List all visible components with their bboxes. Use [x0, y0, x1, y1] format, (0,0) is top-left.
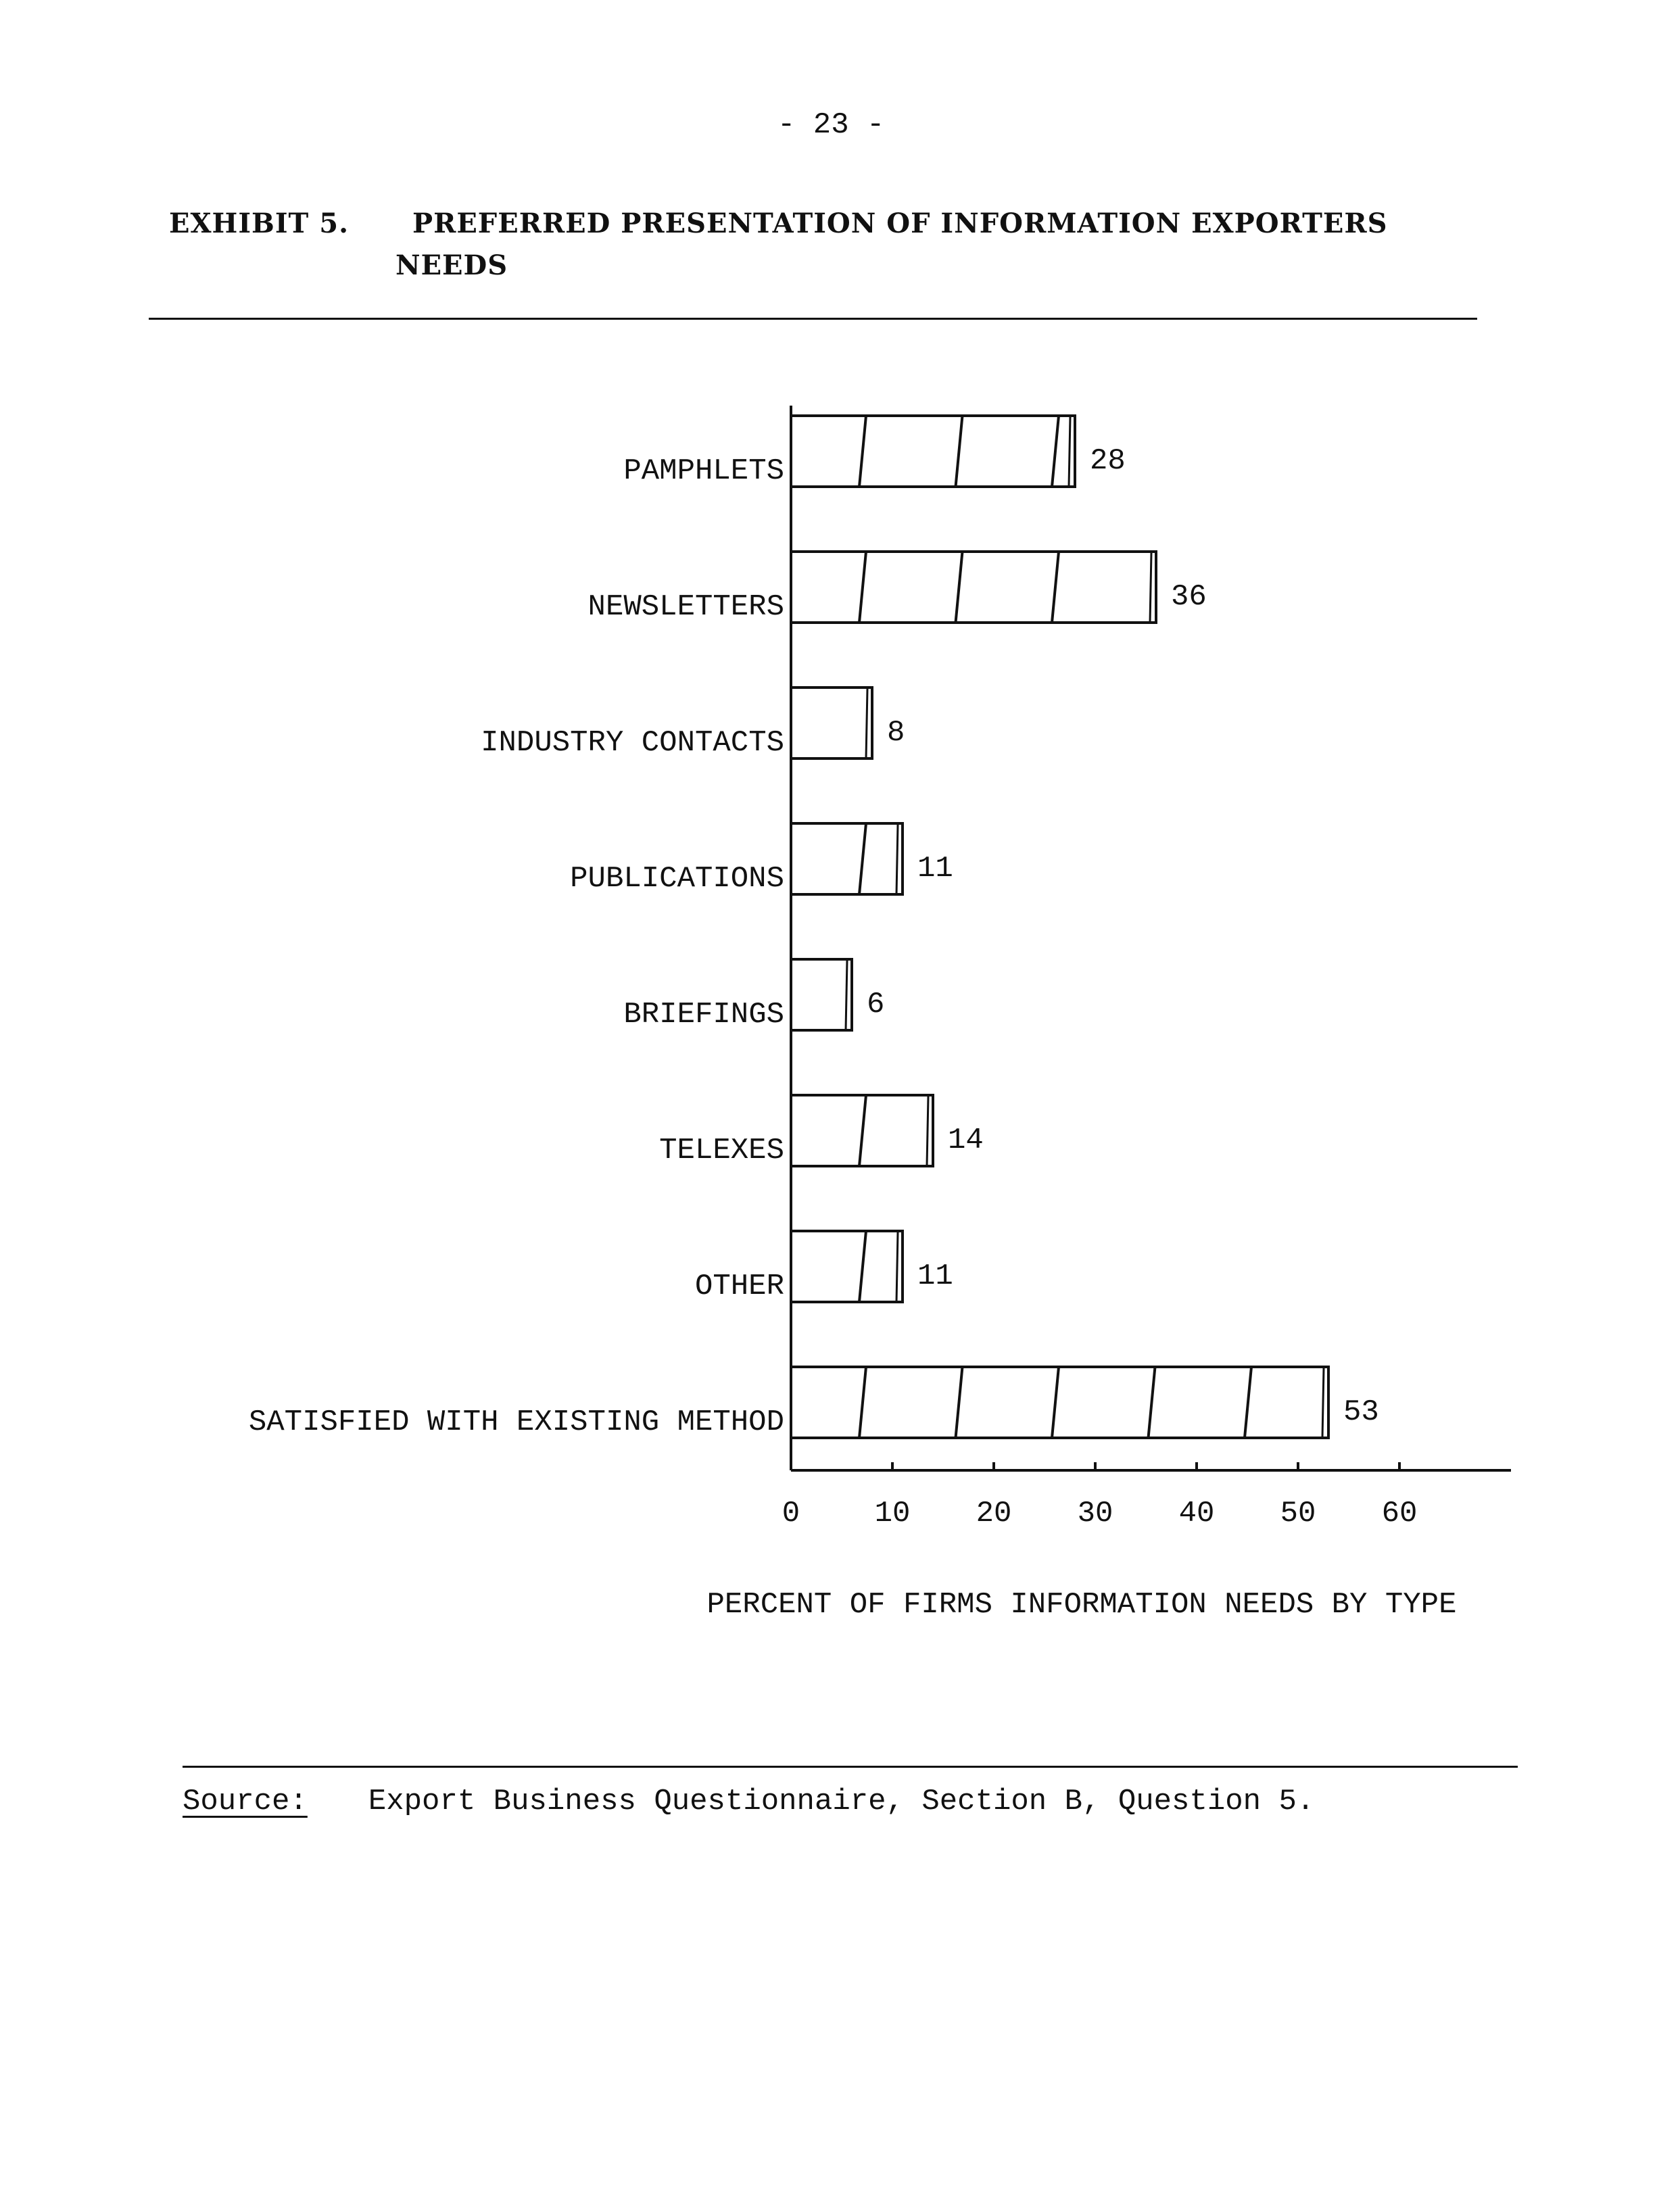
bar-end-line-industry-contacts: [866, 689, 867, 758]
x-tick-label-30: 30: [1077, 1497, 1113, 1530]
category-label-satisfied-with-existing-method: SATISFIED WITH EXISTING METHOD: [248, 1405, 784, 1439]
bar-newsletters: [791, 552, 1156, 623]
category-label-publications: PUBLICATIONS: [570, 862, 784, 896]
source-label: Source:: [183, 1785, 308, 1818]
bar-pamphlets: [791, 416, 1075, 487]
exhibit-title-line2: NEEDS: [395, 249, 508, 281]
bar-end-line-other: [896, 1232, 898, 1302]
x-tick-label-40: 40: [1178, 1497, 1215, 1530]
bar-end-line-briefings: [846, 961, 847, 1030]
source-note: [183, 1785, 1314, 1818]
bar-end-line-newsletters: [1150, 553, 1151, 623]
source-text: Export Business Questionnaire, Section B, Question 5.: [368, 1785, 1315, 1818]
category-label-telexes: TELEXES: [659, 1134, 784, 1167]
value-label-satisfied-with-existing-method: 53: [1343, 1395, 1379, 1429]
value-label-briefings: 6: [867, 988, 885, 1021]
x-tick-label-50: 50: [1280, 1497, 1316, 1530]
bar-end-line-publications: [896, 825, 898, 894]
bar-publications: [791, 823, 903, 894]
bar-end-line-pamphlets: [1069, 417, 1070, 487]
category-label-briefings: BRIEFINGS: [623, 998, 784, 1032]
value-label-publications: 11: [917, 852, 953, 886]
category-label-pamphlets: PAMPHLETS: [623, 454, 784, 488]
bar-other: [791, 1231, 903, 1302]
category-label-other: OTHER: [694, 1270, 784, 1303]
category-label-industry-contacts: INDUSTRY CONTACTS: [481, 726, 784, 760]
x-tick-label-60: 60: [1381, 1497, 1418, 1530]
value-label-newsletters: 36: [1171, 580, 1207, 614]
bar-end-line-satisfied-with-existing-method: [1322, 1368, 1324, 1438]
exhibit-label: EXHIBIT 5.: [169, 208, 349, 239]
exhibit-title-line1: PREFERRED PRESENTATION OF INFORMATION EXPORTERS: [412, 208, 1388, 239]
x-tick-label-0: 0: [782, 1497, 800, 1530]
bar-end-line-telexes: [927, 1096, 928, 1166]
value-label-pamphlets: 28: [1090, 444, 1126, 478]
x-axis-title: PERCENT OF FIRMS INFORMATION NEEDS BY TYPE: [706, 1588, 1457, 1622]
page-number: - 23 -: [777, 108, 885, 142]
value-label-telexes: 14: [948, 1124, 984, 1157]
bar-industry-contacts: [791, 688, 872, 758]
category-label-newsletters: NEWSLETTERS: [587, 590, 784, 624]
x-tick-label-20: 20: [976, 1497, 1012, 1530]
source-rule: [183, 1766, 1518, 1768]
value-label-industry-contacts: 8: [887, 716, 905, 750]
bar-briefings: [791, 959, 852, 1030]
value-label-other: 11: [917, 1259, 953, 1293]
x-tick-label-10: 10: [874, 1497, 911, 1530]
